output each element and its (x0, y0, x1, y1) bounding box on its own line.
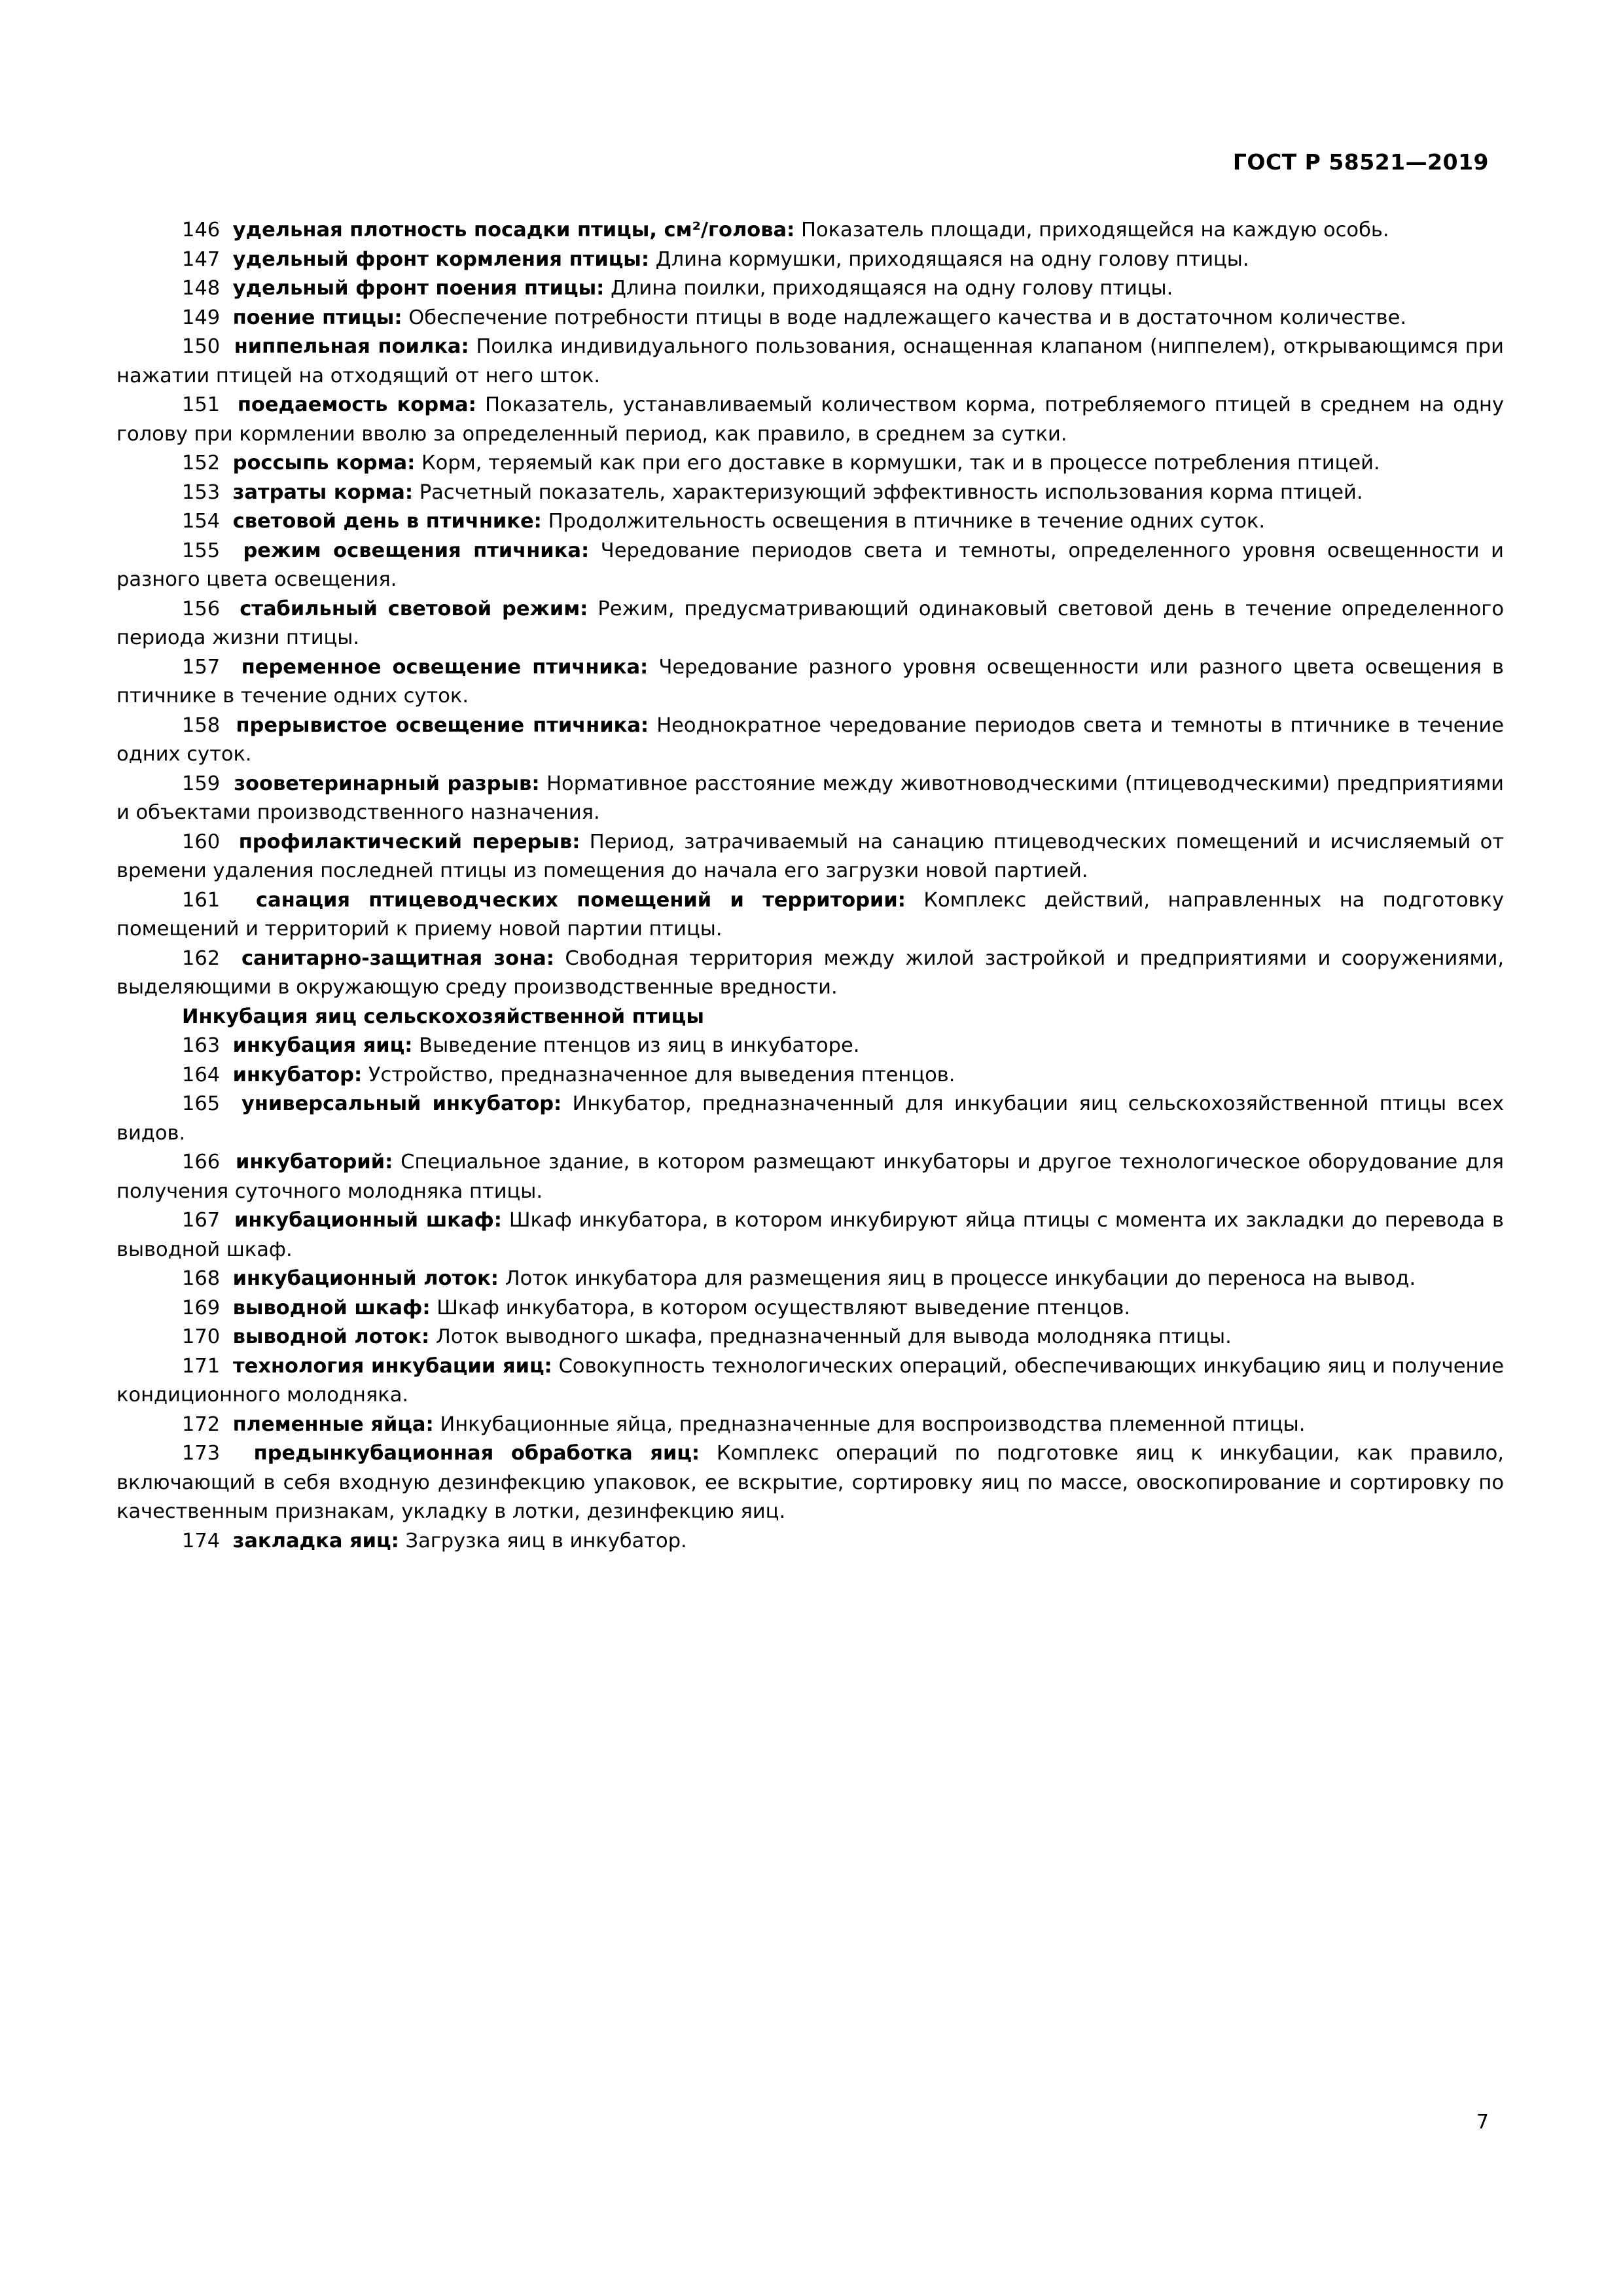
term-entry (116, 274, 1504, 304)
term-number: 151 (182, 393, 221, 416)
section-heading: Инкубация яиц сельскохозяйственной птицы (182, 1005, 704, 1028)
term-entry (116, 216, 1504, 245)
term-number: 167 (182, 1209, 221, 1232)
term-definition: Инкубационные яйца, предназначенные для воспроизводства племенной птицы. (440, 1412, 1306, 1436)
term-number: 154 (182, 510, 221, 533)
term-name: инкубатор: (232, 1063, 363, 1086)
term-entry (116, 1031, 1504, 1061)
term-definition: Инкубатор, предназначенный для инкубации яиц сельскохозяйственной птицы всех видов. (116, 1092, 1505, 1145)
term-entry (116, 1439, 1504, 1527)
term-number: 168 (182, 1267, 221, 1290)
term-number: 170 (182, 1325, 221, 1348)
term-number: 150 (182, 335, 221, 358)
term-name: племенные яйца: (232, 1412, 434, 1436)
term-number: 173 (182, 1442, 221, 1465)
term-number: 158 (182, 713, 221, 737)
term-entry (116, 537, 1504, 595)
term-entry (116, 711, 1504, 770)
term-name: выводной лоток: (232, 1325, 430, 1348)
term-entry (116, 1527, 1504, 1556)
term-number: 163 (182, 1034, 221, 1057)
term-entry (116, 595, 1504, 653)
term-name: технология инкубации яиц: (232, 1354, 552, 1378)
term-name: режим освещения птичника: (243, 539, 590, 562)
term-definition: Свободная территория между жилой застройкой и предприятиями и сооружениями, выделяющими в окружающую среду производственные вредности. (116, 946, 1505, 999)
term-name: инкубационный лоток: (232, 1267, 499, 1290)
term-number: 171 (182, 1354, 221, 1378)
term-definition: Показатель, устанавливаемый количеством корма, потребляемого птицей в среднем на одну голову при кормлении вволю за определенный период, как правило, в среднем за сутки. (116, 393, 1505, 446)
term-definition: Загрузка яиц в инкубатор. (405, 1529, 687, 1552)
term-definition: Корм, теряемый как при его доставке в кормушки, так и в процессе потребления птицей. (421, 452, 1380, 475)
term-name: удельный фронт поения птицы: (232, 277, 605, 300)
term-entry (116, 304, 1504, 333)
term-name: закладка яиц: (232, 1529, 399, 1552)
term-number: 152 (182, 452, 221, 475)
term-definition: Обеспечение потребности птицы в воде надлежащего качества и в достаточном количестве. (408, 306, 1407, 329)
term-name: зооветеринарный разрыв: (234, 772, 540, 795)
term-definition: Нормативное расстояние между животноводческими (птицеводческими) предприятиями и объектами производственного назначения. (116, 772, 1504, 824)
term-definition: Специальное здание, в котором размещают инкубаторы и другое технологическое оборудование для получения суточного молодняка птицы. (116, 1151, 1504, 1203)
term-entry (116, 1148, 1504, 1206)
term-number: 174 (182, 1529, 221, 1552)
page-header-standard-number: ГОСТ Р 58521—2019 (1232, 149, 1489, 175)
term-definition: Неоднократное чередование периодов света и темноты в птичнике в течение одних суток. (116, 713, 1505, 766)
term-number: 156 (182, 597, 221, 620)
term-number: 149 (182, 306, 221, 329)
term-entry (116, 1352, 1504, 1410)
term-number: 169 (182, 1296, 221, 1319)
term-number: 165 (182, 1092, 221, 1115)
term-definition: Поилка индивидуального пользования, оснащенная клапаном (ниппелем), открывающимся при нажатии птицей на отходящий от него шток. (116, 335, 1504, 387)
term-name: универсальный инкубатор: (241, 1092, 562, 1115)
term-entry (116, 478, 1504, 508)
term-name: инкубационный шкаф: (234, 1209, 502, 1232)
term-number: 157 (182, 655, 221, 679)
term-definition: Длина поилки, приходящаяся на одну голову птицы. (611, 277, 1173, 300)
term-name: удельная плотность посадки птицы, см²/голова: (232, 219, 795, 242)
term-definition: Шкаф инкубатора, в котором осуществляют выведение птенцов. (437, 1296, 1131, 1319)
term-entry (116, 653, 1504, 711)
term-name: поедаемость корма: (237, 393, 476, 416)
term-number: 153 (182, 480, 221, 504)
term-definition: Чередование разного уровня освещенности или разного цвета освещения в птичнике в течение одних суток. (116, 655, 1505, 708)
term-definition: Комплекс операций по подготовке яиц к инкубации, как правило, включающий в себя входную дезинфекцию упаковок, ее вскрытие, сортировку яиц по массе, овоскопирование и сортировку по качественным признакам, укладку в лотки, дезинфекцию яиц. (116, 1442, 1504, 1523)
term-definition: Период, затрачиваемый на санацию птицеводческих помещений и исчисляемый от времени удаления последней птицы из помещения до начала его загрузки новой партией. (116, 830, 1505, 882)
term-definition: Расчетный показатель, характеризующий эффективность использования корма птицей. (419, 480, 1363, 504)
term-number: 160 (182, 830, 221, 853)
term-number: 159 (182, 772, 221, 795)
term-entry (116, 1265, 1504, 1294)
term-entry (116, 391, 1504, 449)
term-definition: Лоток выводного шкафа, предназначенный для вывода молодняка птицы. (435, 1325, 1232, 1348)
term-number: 164 (182, 1063, 221, 1086)
term-number: 172 (182, 1412, 221, 1436)
term-name: санитарно-защитная зона: (241, 946, 554, 970)
term-definition: Длина кормушки, приходящаяся на одну голову птицы. (655, 247, 1249, 271)
term-entry (116, 1090, 1504, 1148)
term-definition: Чередование периодов света и темноты, определенного уровня освещенности и разного цвета освещения. (116, 539, 1504, 591)
term-entry (116, 449, 1504, 478)
term-definition: Шкаф инкубатора, в котором инкубируют яйца птицы с момента их закладки до перевода в выводной шкаф. (116, 1209, 1504, 1261)
term-name: инкубация яиц: (232, 1034, 413, 1057)
term-name: ниппельная поилка: (234, 335, 469, 358)
term-name: переменное освещение птичника: (241, 655, 649, 679)
term-definition: Выведение птенцов из яиц в инкубаторе. (419, 1034, 860, 1057)
term-name: профилактический перерыв: (238, 830, 580, 853)
term-entry (116, 245, 1504, 275)
term-name: санация птицеводческих помещений и территории: (256, 888, 906, 912)
term-number: 148 (182, 277, 221, 300)
term-number: 162 (182, 946, 221, 970)
terms-list (116, 216, 1504, 1556)
term-number: 161 (182, 888, 221, 912)
term-name: стабильный световой режим: (240, 597, 588, 620)
term-definition: Показатель площади, приходящейся на каждую особь. (801, 219, 1389, 242)
term-definition: Совокупность технологических операций, обеспечивающих инкубацию яиц и получение кондиционного молодняка. (116, 1354, 1504, 1407)
term-name: прерывистое освещение птичника: (236, 713, 649, 737)
term-definition: Комплекс действий, направленных на подготовку помещений и территорий к приему новой партии птицы. (116, 888, 1505, 941)
term-number: 166 (182, 1151, 221, 1174)
term-entry (116, 944, 1504, 1003)
term-name: выводной шкаф: (232, 1296, 431, 1319)
term-entry (116, 1061, 1504, 1090)
term-entry (116, 1206, 1504, 1265)
term-entry (116, 828, 1504, 886)
term-name: инкубаторий: (235, 1151, 393, 1174)
page-number: 7 (1476, 2111, 1489, 2134)
term-number: 155 (182, 539, 221, 562)
term-entry (116, 770, 1504, 828)
term-name: россыпь корма: (232, 452, 416, 475)
term-entry (116, 332, 1504, 391)
term-entry (116, 1323, 1504, 1352)
term-entry (116, 1294, 1504, 1323)
term-name: затраты корма: (232, 480, 414, 504)
term-definition: Устройство, предназначенное для выведения птенцов. (368, 1063, 955, 1086)
term-number: 146 (182, 219, 221, 242)
term-number: 147 (182, 247, 221, 271)
term-entry (116, 507, 1504, 537)
term-entry (116, 1410, 1504, 1440)
term-definition: Режим, предусматривающий одинаковый световой день в течение определенного периода жизни птицы. (116, 597, 1504, 649)
term-name: предынкубационная обработка яиц: (253, 1442, 700, 1465)
term-name: световой день в птичнике: (232, 510, 542, 533)
term-definition: Продолжительность освещения в птичнике в течение одних суток. (548, 510, 1266, 533)
term-definition: Лоток инкубатора для размещения яиц в процессе инкубации до переноса на вывод. (505, 1267, 1416, 1290)
term-entry (116, 886, 1504, 944)
term-name: поение птицы: (232, 306, 402, 329)
term-name: удельный фронт кормления птицы: (232, 247, 650, 271)
